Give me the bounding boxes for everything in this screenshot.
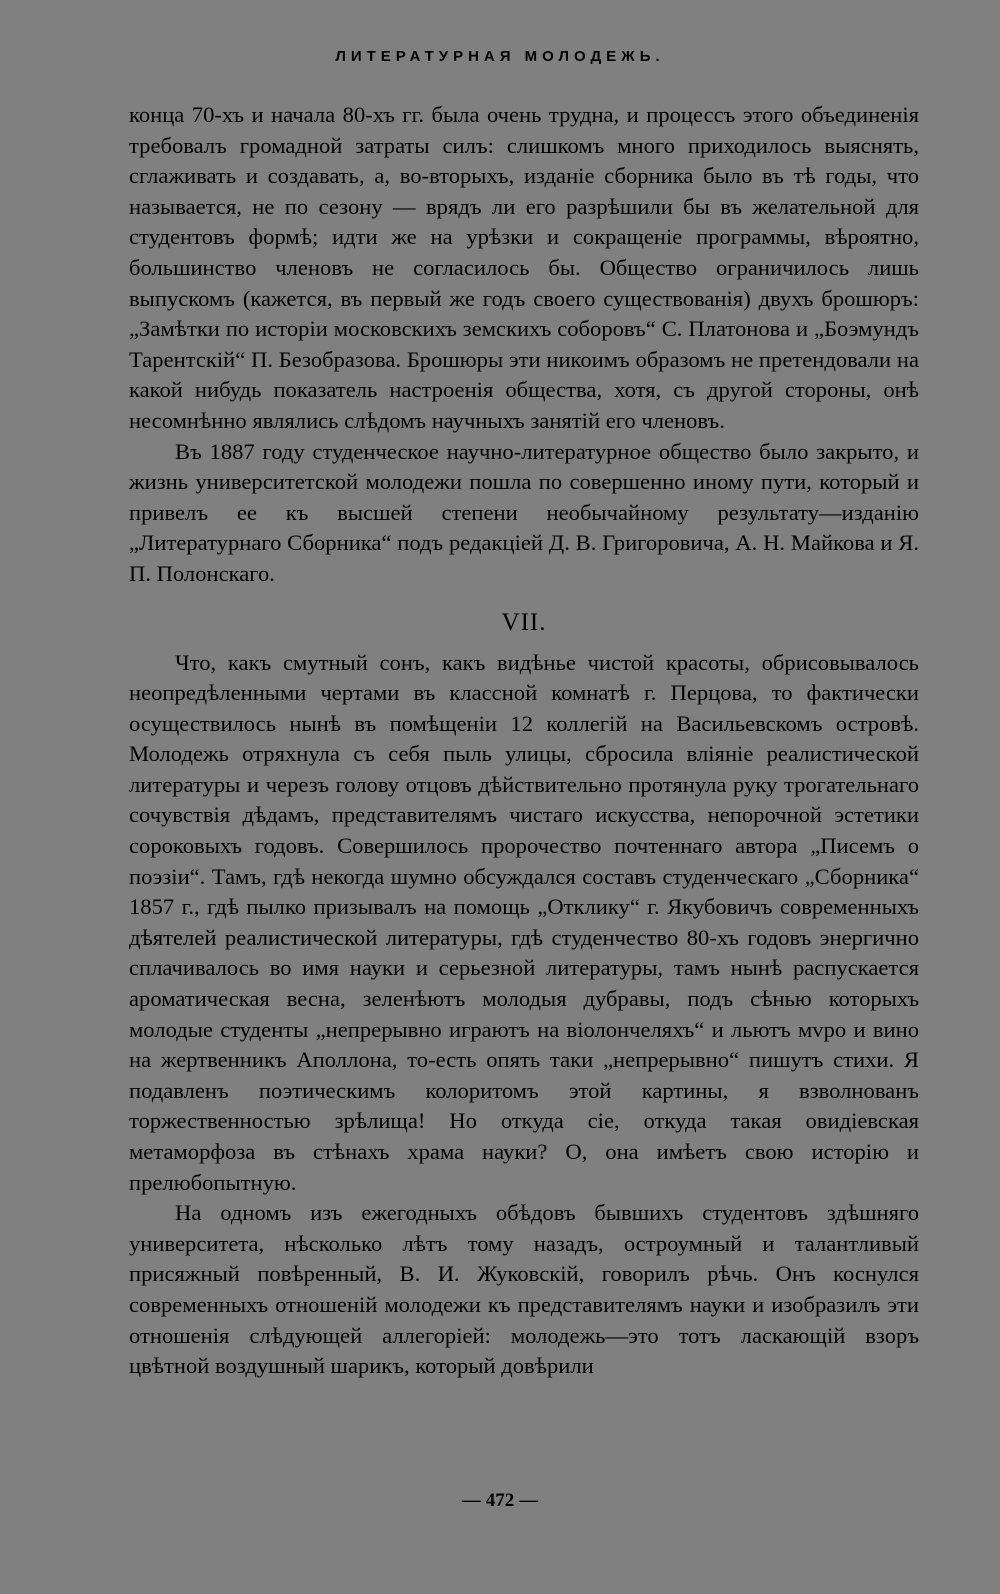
paragraph-continuation: конца 70-хъ и начала 80-хъ гг. была очень трудна, и процессъ этого объединенія требовалъ громадной затраты силъ: слишкомъ много приходилось выяснять, сглаживать и создавать, а, во-вторыхъ, изданіе сборника было въ тѣ годы, что называется, не по сезону — врядъ ли его разрѣшили бы въ желательной для студентовъ формѣ; идти же на урѣзки и сокращеніе программы, вѣроятно, большинство членовъ не согласилось бы. Общество ограничилось лишь выпускомъ (кажется, въ первый же годъ своего существованія) двухъ брошюръ: „Замѣтки по исторіи московскихъ земскихъ соборовъ“ С. Платонова и „Боэмундъ Тарентскій“ П. Безобразова. Брошюры эти никоимъ образомъ не претендовали на какой нибудь показатель настроенія общества, хотя, съ другой стороны, онѣ несомнѣнно являлись слѣдомъ научныхъ занятій его членовъ.	[129, 102, 919, 433]
paragraph-1887: Въ 1887 году студенческое научно-литературное общество было закрыто, и жизнь университетской молодежи пошла по совершенно иному пути, который и привелъ ее къ высшей степени необычайному результату—изданію „Литературнаго Сборника“ подъ редакціей Д. В. Григоровича, А. Н. Майкова и Я. П. Полонскаго.	[129, 438, 919, 586]
page-number: — 472 —	[462, 1490, 538, 1511]
paragraph-section-2: На одномъ изъ ежегодныхъ обѣдовъ бывшихъ студентовъ здѣшняго университета, нѣсколько лѣтъ тому назадъ, остроумный и талантливый присяжный повѣренный, В. И. Жуковскій, говорилъ рѣчь. Онъ коснулся современныхъ отношеній молодежи къ представителямъ науки и изобразилъ эти отношенія слѣдующей аллегоріей: молодежь—это тотъ ласкающій взоръ цвѣтной воздушный шарикъ, который довѣрили	[129, 1200, 919, 1379]
section-number: VII.	[501, 608, 547, 636]
running-head: ЛИТЕРАТУРНАЯ МОЛОДЕЖЬ.	[335, 48, 665, 65]
body-text	[129, 100, 919, 1382]
paragraph-section-1: Что, какъ смутный сонъ, какъ видѣнье чистой красоты, обрисовывалось неопредѣленными чертами въ классной комнатѣ г. Перцова, то фактически осуществилось нынѣ въ помѣщеніи 12 коллегій на Васильевскомъ островѣ. Молодежь отряхнула съ себя пыль улицы, сбросила вліяніе реалистической литературы и черезъ голову отцовъ дѣйствительно протянула руку трогательнаго сочувствія дѣдамъ, представителямъ чистаго искусства, непорочной эстетики сороковыхъ годовъ. Совершилось пророчество почтеннаго автора „Писемъ о поэзіи“. Тамъ, гдѣ некогда шумно обсуждался составъ студенческаго „Сборника“ 1857 г., гдѣ пылко призывалъ на помощь „Отклику“ г. Якубовичъ современныхъ дѣятелей реалистической литературы, гдѣ студенчество 80-хъ годовъ энергично сплачивалось во имя науки и серьезной литературы, тамъ нынѣ распускается ароматическая весна, зеленѣютъ молодыя дубравы, подъ сѣнью которыхъ молодые студенты „непрерывно играютъ на віолончеляхъ“ и льютъ мvро и вино на жертвенникъ Аполлона, то-есть опять таки „непрерывно“ пишутъ стихи. Я подавленъ поэтическимъ колоритомъ этой картины, я взволнованъ торжественностью зрѣлища! Но откуда сіе, откуда такая овидіевская метаморфоза въ стѣнахъ храма науки? О, она имѣетъ свою исторію и прелюбопытную.	[129, 649, 919, 1195]
